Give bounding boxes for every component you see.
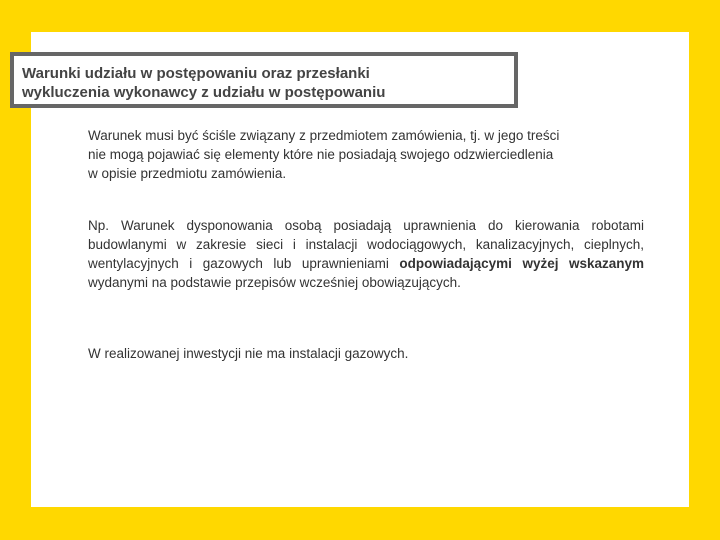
paragraph-example [88,216,644,292]
slide-title-line-2: wykluczenia wykonawcy z udziału w postępowaniu [22,84,386,101]
paragraph-2-text-end: wydanymi na podstawie przepisów wcześniej obowiązujących. [88,275,461,290]
paragraph-1-line-2: nie mogą pojawiać się elementy które nie posiadają swojego odzwierciedlenia [88,147,554,162]
paragraph-1-line-3: w opisie przedmiotu zamówienia. [88,166,287,181]
paragraph-2-bold-text: odpowiadającymi wyżej wskazanym [399,256,644,271]
slide-title [22,64,385,102]
paragraph-2-text: Np. Warunek dysponowania osobą posiadają uprawnienia do kierowania robotami budowlanymi w zakresie sieci i instalacji wodociągowych, kanalizacyjnych, cieplnych, wentylacyjnych i gazowych lub uprawnieniami [88,218,644,271]
paragraph-3-text: W realizowanej inwestycji nie ma instalacji gazowych. [88,346,409,361]
paragraph-gas-note [88,344,644,363]
slide-title-line-1: Warunki udziału w postępowaniu oraz przesłanki [22,65,370,82]
title-box [10,52,518,108]
paragraph-requirement-rule [88,126,644,183]
paragraph-1-line-1: Warunek musi być ściśle związany z przedmiotem zamówienia, tj. w jego treści [88,128,560,143]
